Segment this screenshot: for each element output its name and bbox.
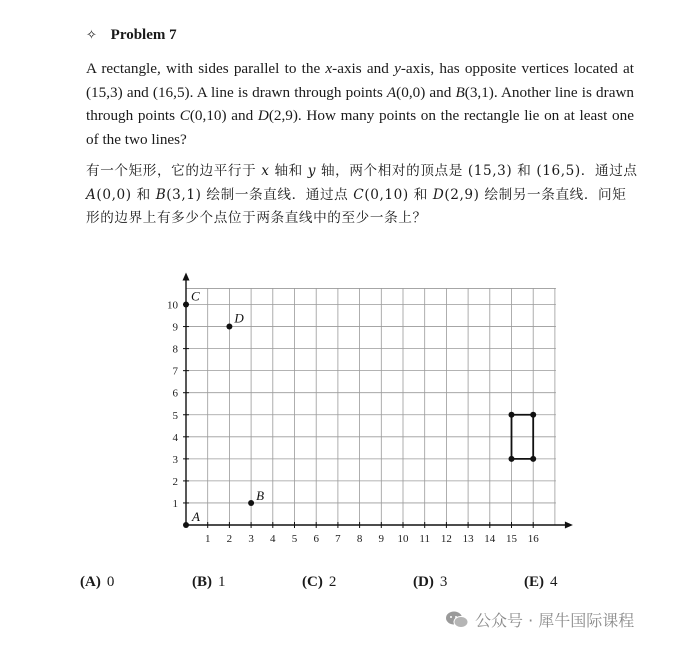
problem-title: Problem 7 <box>110 27 177 43</box>
x-tick-label: 1 <box>204 533 211 545</box>
problem-text-zh: 有一个矩形，它的边平行于 x 轴和 y 轴，两个相对的顶点是 (15,3) 和 (16,5)．通过点 A(0,0) 和 B(3,1) 绘制一条直线．通过点 C(0,10) 和 D(2,9) 绘制另一条直线．问矩形的边界上有多少个点位于两条直线中的至少一条上？ <box>86 163 638 226</box>
point-b <box>248 500 254 506</box>
x-tick-label: 16 <box>527 533 539 545</box>
choice-c[interactable]: (C) 2 <box>302 574 337 590</box>
watermark-text: 公众号 · 犀牛国际课程 <box>475 611 635 630</box>
choice-a[interactable]: (A) 0 <box>80 574 115 590</box>
point-label-b: B <box>256 487 265 503</box>
x-tick-label: 11 <box>419 533 430 545</box>
choice-b[interactable]: (B) 1 <box>192 574 226 590</box>
x-tick-label: 3 <box>248 533 254 545</box>
y-tick-label: 4 <box>172 431 178 444</box>
point-label-d: D <box>234 310 244 326</box>
rectangle-vertex <box>530 456 536 462</box>
y-tick-label: 7 <box>172 365 178 378</box>
point-label-c: C <box>191 288 200 304</box>
rectangle-vertex <box>530 412 536 418</box>
x-tick-label: 9 <box>378 533 385 545</box>
x-tick-label: 14 <box>484 533 496 545</box>
choice-e[interactable]: (E) 4 <box>524 574 558 590</box>
x-tick-label: 10 <box>397 533 409 545</box>
diamond-icon: ✧ <box>86 28 97 43</box>
rectangle-vertex <box>509 456 515 462</box>
x-axis-arrow <box>565 522 573 529</box>
point-c <box>183 302 189 308</box>
x-tick-label: 12 <box>440 533 452 545</box>
y-tick-label: 6 <box>172 387 178 400</box>
x-tick-label: 6 <box>313 533 319 545</box>
point-a <box>183 522 189 528</box>
x-tick-label: 7 <box>335 533 341 545</box>
y-tick-label: 10 <box>167 299 178 312</box>
answer-choices <box>0 574 684 596</box>
y-tick-label: 2 <box>172 475 178 488</box>
point-d <box>226 324 232 330</box>
x-tick-label: 5 <box>291 533 298 545</box>
y-tick-label: 5 <box>172 409 178 422</box>
y-axis-arrow <box>183 272 190 280</box>
watermark <box>445 608 634 631</box>
x-tick-label: 13 <box>462 533 474 545</box>
y-tick-label: 1 <box>172 497 178 510</box>
y-tick-label: 3 <box>172 453 178 466</box>
x-tick-label: 15 <box>506 533 517 545</box>
y-tick-label: 9 <box>172 321 178 334</box>
x-tick-label: 4 <box>270 533 276 545</box>
rectangle-vertex <box>509 412 515 418</box>
y-tick-label: 8 <box>172 343 178 356</box>
x-tick-label: 8 <box>356 533 363 545</box>
choice-d[interactable]: (D) 3 <box>413 574 448 590</box>
problem-text-en: A rectangle, with sides parallel to the x-axis and y-axis, has opposite vertices located at (15,3) and (16,5). A line is drawn through points A(0,0) and B(3,1). Another line is drawn through points C(0,10) and D(2,9). How many points on the rectangle lie on at least one of the two lines? <box>86 60 635 148</box>
wechat-icon <box>445 610 469 630</box>
x-tick-label: 2 <box>226 533 233 545</box>
point-label-a: A <box>192 509 200 524</box>
